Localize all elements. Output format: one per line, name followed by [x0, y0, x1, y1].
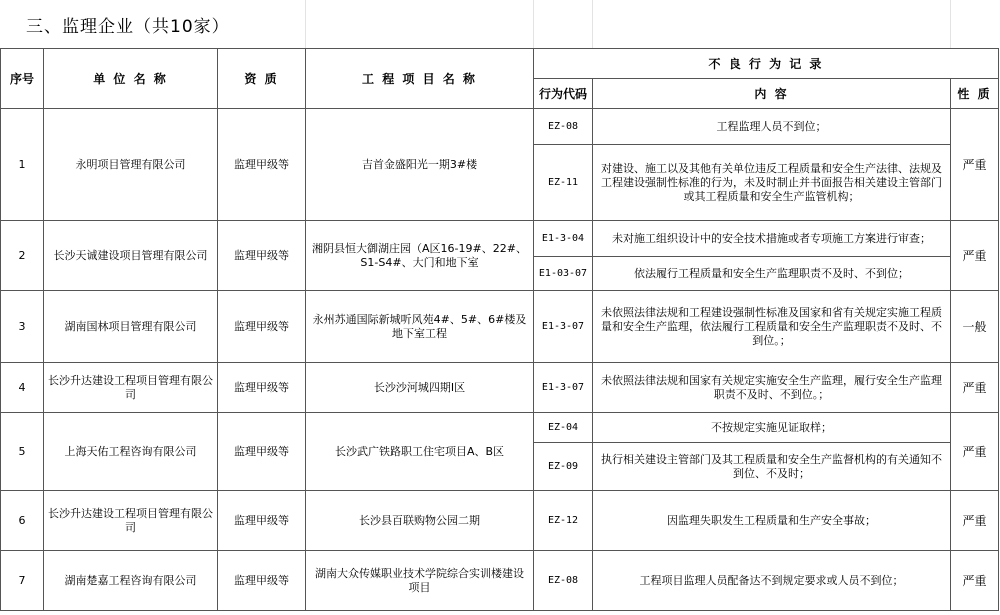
cell-seq: 5 — [1, 413, 44, 491]
cell-qualification: 监理甲级等 — [218, 491, 306, 551]
header-severity: 性 质 — [951, 79, 999, 109]
cell-content: 执行相关建设主管部门及其工程质量和安全生产监督机构的有关通知不到位、不及时； — [593, 443, 951, 491]
cell-seq: 3 — [1, 291, 44, 363]
table-row — [1, 491, 999, 551]
cell-seq: 4 — [1, 363, 44, 413]
header-company: 单 位 名 称 — [44, 49, 218, 109]
cell-severity: 严重 — [951, 551, 999, 611]
cell-code: E1-03-07 — [534, 257, 593, 291]
cell-content: 工程项目监理人员配备达不到规定要求或人员不到位； — [593, 551, 951, 611]
cell-code: E1-3-07 — [534, 291, 593, 363]
cell-severity: 严重 — [951, 491, 999, 551]
violation-table — [0, 48, 999, 611]
cell-severity: 严重 — [951, 363, 999, 413]
header-record-group: 不 良 行 为 记 录 — [534, 49, 999, 79]
cell-content: 因监理失职发生工程质量和生产安全事故； — [593, 491, 951, 551]
cell-code: EZ-04 — [534, 413, 593, 443]
cell-code: EZ-12 — [534, 491, 593, 551]
cell-company: 永明项目管理有限公司 — [44, 109, 218, 221]
table-row — [1, 413, 999, 443]
gridline — [592, 0, 593, 48]
table-row — [1, 551, 999, 611]
header-project: 工 程 项 目 名 称 — [306, 49, 534, 109]
cell-seq: 7 — [1, 551, 44, 611]
table-row — [1, 291, 999, 363]
cell-code: EZ-08 — [534, 109, 593, 145]
gridline — [305, 0, 306, 48]
cell-company: 长沙升达建设工程项目管理有限公司 — [44, 491, 218, 551]
cell-seq: 6 — [1, 491, 44, 551]
cell-code: E1-3-04 — [534, 221, 593, 257]
table-row — [1, 221, 999, 257]
cell-project: 永州苏通国际新城听风苑4#、5#、6#楼及地下室工程 — [306, 291, 534, 363]
cell-project: 长沙武广铁路职工住宅项目A、B区 — [306, 413, 534, 491]
cell-severity: 严重 — [951, 109, 999, 221]
gridline — [950, 0, 951, 48]
gridline — [533, 0, 534, 48]
cell-company: 湖南楚嘉工程咨询有限公司 — [44, 551, 218, 611]
table-row — [1, 109, 999, 145]
cell-severity: 一般 — [951, 291, 999, 363]
cell-qualification: 监理甲级等 — [218, 363, 306, 413]
cell-qualification: 监理甲级等 — [218, 413, 306, 491]
cell-company: 长沙升达建设工程项目管理有限公司 — [44, 363, 218, 413]
cell-qualification: 监理甲级等 — [218, 551, 306, 611]
cell-qualification: 监理甲级等 — [218, 109, 306, 221]
header-code: 行为代码 — [534, 79, 593, 109]
cell-severity: 严重 — [951, 221, 999, 291]
header-content: 内 容 — [593, 79, 951, 109]
cell-content: 未对施工组织设计中的安全技术措施或者专项施工方案进行审查； — [593, 221, 951, 257]
cell-project: 湘阴县恒大御湖庄园（A区16-19#、22#、S1-S4#、大门和地下室 — [306, 221, 534, 291]
cell-code: EZ-09 — [534, 443, 593, 491]
cell-content: 不按规定实施见证取样； — [593, 413, 951, 443]
cell-project: 长沙沙河城四期Ⅰ区 — [306, 363, 534, 413]
cell-content: 未依照法律法规和工程建设强制性标准及国家和省有关规定实施工程质量和安全生产监理，依法履行工程质量和安全生产监理职责不及时、不到位。； — [593, 291, 951, 363]
header-qualification: 资 质 — [218, 49, 306, 109]
cell-content: 未依照法律法规和国家有关规定实施安全生产监理，履行安全生产监理职责不及时、不到位。； — [593, 363, 951, 413]
header-seq: 序号 — [1, 49, 44, 109]
cell-project: 长沙县百联购物公园二期 — [306, 491, 534, 551]
cell-qualification: 监理甲级等 — [218, 291, 306, 363]
cell-content: 工程监理人员不到位； — [593, 109, 951, 145]
cell-code: EZ-08 — [534, 551, 593, 611]
cell-project: 吉首金盛阳光一期3#楼 — [306, 109, 534, 221]
cell-company: 长沙天诚建设项目管理有限公司 — [44, 221, 218, 291]
cell-seq: 1 — [1, 109, 44, 221]
table-row — [1, 363, 999, 413]
cell-company: 湖南国林项目管理有限公司 — [44, 291, 218, 363]
cell-project: 湖南大众传媒职业技术学院综合实训楼建设项目 — [306, 551, 534, 611]
cell-company: 上海天佑工程咨询有限公司 — [44, 413, 218, 491]
cell-content: 对建设、施工以及其他有关单位违反工程质量和安全生产法律、法规及工程建设强制性标准的行为，未及时制止并书面报告相关建设主管部门或其工程质量和安全生产监管机构； — [593, 145, 951, 221]
sheet-title: 三、监理企业（共10家） — [26, 16, 230, 37]
cell-seq: 2 — [1, 221, 44, 291]
cell-code: E1-3-07 — [534, 363, 593, 413]
cell-code: EZ-11 — [534, 145, 593, 221]
cell-qualification: 监理甲级等 — [218, 221, 306, 291]
cell-content: 依法履行工程质量和安全生产监理职责不及时、不到位； — [593, 257, 951, 291]
cell-severity: 严重 — [951, 413, 999, 491]
